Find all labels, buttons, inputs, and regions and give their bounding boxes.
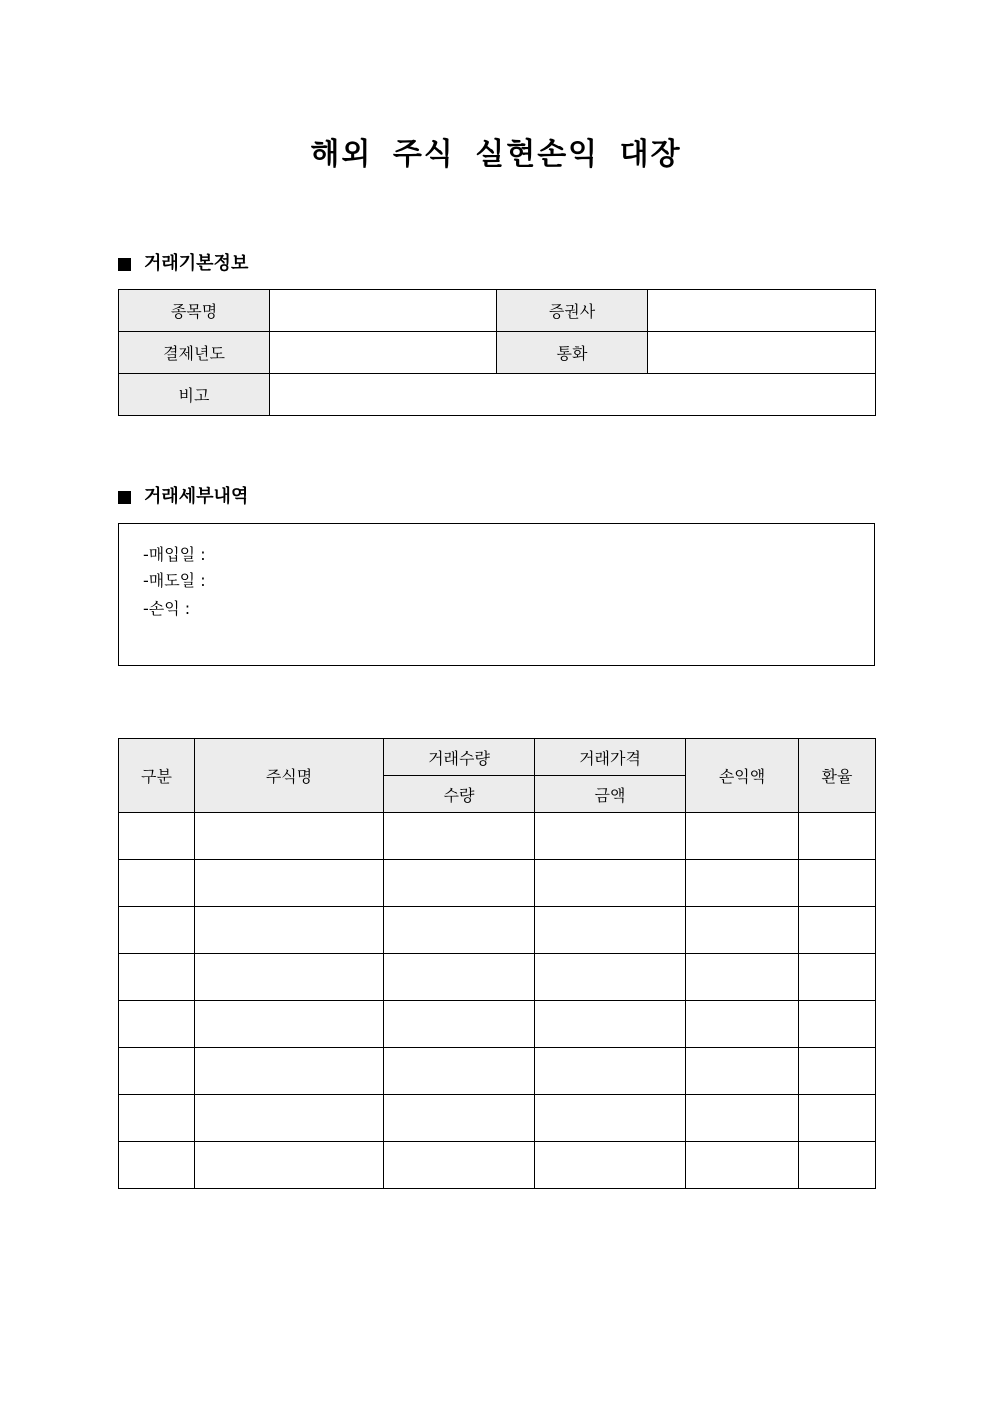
header-category: 구분 xyxy=(119,739,195,813)
exchange-rate-cell[interactable] xyxy=(799,1095,876,1142)
amount-cell[interactable] xyxy=(535,860,686,907)
qty-cell[interactable] xyxy=(384,813,535,860)
header-amount: 금액 xyxy=(535,776,686,813)
table-row xyxy=(119,907,876,954)
category-cell[interactable] xyxy=(119,1142,195,1189)
stock-name-field[interactable] xyxy=(270,290,497,332)
header-trade-qty: 거래수량 xyxy=(384,739,535,776)
qty-cell[interactable] xyxy=(384,1095,535,1142)
stock-name-label: 종목명 xyxy=(119,290,270,332)
table-row xyxy=(119,1001,876,1048)
header-exchange-rate: 환율 xyxy=(799,739,876,813)
trade-details-box[interactable] xyxy=(118,523,875,666)
category-cell[interactable] xyxy=(119,1095,195,1142)
header-profit-amount: 손익액 xyxy=(686,739,799,813)
amount-cell[interactable] xyxy=(535,907,686,954)
profit-amount-cell[interactable] xyxy=(686,1048,799,1095)
broker-field[interactable] xyxy=(648,290,876,332)
trade-details-heading-label: 거래세부내역 xyxy=(144,486,249,507)
table-row xyxy=(119,1095,876,1142)
trade-detail-body xyxy=(119,813,876,1189)
remarks-field[interactable] xyxy=(270,374,876,416)
settlement-year-label: 결제년도 xyxy=(119,332,270,374)
exchange-rate-cell[interactable] xyxy=(799,907,876,954)
category-cell[interactable] xyxy=(119,907,195,954)
category-cell[interactable] xyxy=(119,1001,195,1048)
stock-name-cell[interactable] xyxy=(195,1095,384,1142)
profit-amount-cell[interactable] xyxy=(686,907,799,954)
qty-cell[interactable] xyxy=(384,1048,535,1095)
exchange-rate-cell[interactable] xyxy=(799,1001,876,1048)
table-row xyxy=(119,1142,876,1189)
sell-date-line: -매도일 : xyxy=(143,571,206,590)
square-bullet-icon xyxy=(118,258,131,271)
stock-name-cell[interactable] xyxy=(195,954,384,1001)
table-row xyxy=(119,860,876,907)
basic-info-heading xyxy=(118,251,248,277)
table-row xyxy=(119,954,876,1001)
qty-cell[interactable] xyxy=(384,1142,535,1189)
stock-name-cell[interactable] xyxy=(195,1142,384,1189)
settlement-year-field[interactable] xyxy=(270,332,497,374)
trade-details-heading xyxy=(118,484,248,510)
exchange-rate-cell[interactable] xyxy=(799,954,876,1001)
exchange-rate-cell[interactable] xyxy=(799,813,876,860)
stock-name-cell[interactable] xyxy=(195,907,384,954)
profit-amount-cell[interactable] xyxy=(686,1001,799,1048)
amount-cell[interactable] xyxy=(535,1001,686,1048)
category-cell[interactable] xyxy=(119,954,195,1001)
broker-label: 증권사 xyxy=(497,290,648,332)
qty-cell[interactable] xyxy=(384,1001,535,1048)
square-bullet-icon xyxy=(118,491,131,504)
amount-cell[interactable] xyxy=(535,1095,686,1142)
table-row xyxy=(119,813,876,860)
currency-field[interactable] xyxy=(648,332,876,374)
exchange-rate-cell[interactable] xyxy=(799,1142,876,1189)
qty-cell[interactable] xyxy=(384,907,535,954)
currency-label: 통화 xyxy=(497,332,648,374)
profit-loss-line: -손익 : xyxy=(143,599,191,618)
qty-cell[interactable] xyxy=(384,860,535,907)
amount-cell[interactable] xyxy=(535,1048,686,1095)
category-cell[interactable] xyxy=(119,860,195,907)
trade-detail-table xyxy=(118,738,876,1189)
exchange-rate-cell[interactable] xyxy=(799,860,876,907)
basic-info-table xyxy=(118,289,876,416)
amount-cell[interactable] xyxy=(535,954,686,1001)
header-qty: 수량 xyxy=(384,776,535,813)
remarks-label: 비고 xyxy=(119,374,270,416)
stock-name-cell[interactable] xyxy=(195,813,384,860)
profit-amount-cell[interactable] xyxy=(686,1095,799,1142)
stock-name-cell[interactable] xyxy=(195,860,384,907)
table-row xyxy=(119,1048,876,1095)
qty-cell[interactable] xyxy=(384,954,535,1001)
header-trade-price: 거래가격 xyxy=(535,739,686,776)
category-cell[interactable] xyxy=(119,813,195,860)
page-title: 해외 주식 실현손익 대장 xyxy=(310,137,682,172)
profit-amount-cell[interactable] xyxy=(686,1142,799,1189)
amount-cell[interactable] xyxy=(535,1142,686,1189)
header-stock-name: 주식명 xyxy=(195,739,384,813)
exchange-rate-cell[interactable] xyxy=(799,1048,876,1095)
stock-name-cell[interactable] xyxy=(195,1048,384,1095)
profit-amount-cell[interactable] xyxy=(686,860,799,907)
amount-cell[interactable] xyxy=(535,813,686,860)
buy-date-line: -매입일 : xyxy=(143,545,206,564)
basic-info-heading-label: 거래기본정보 xyxy=(144,253,249,274)
profit-amount-cell[interactable] xyxy=(686,813,799,860)
profit-amount-cell[interactable] xyxy=(686,954,799,1001)
category-cell[interactable] xyxy=(119,1048,195,1095)
stock-name-cell[interactable] xyxy=(195,1001,384,1048)
